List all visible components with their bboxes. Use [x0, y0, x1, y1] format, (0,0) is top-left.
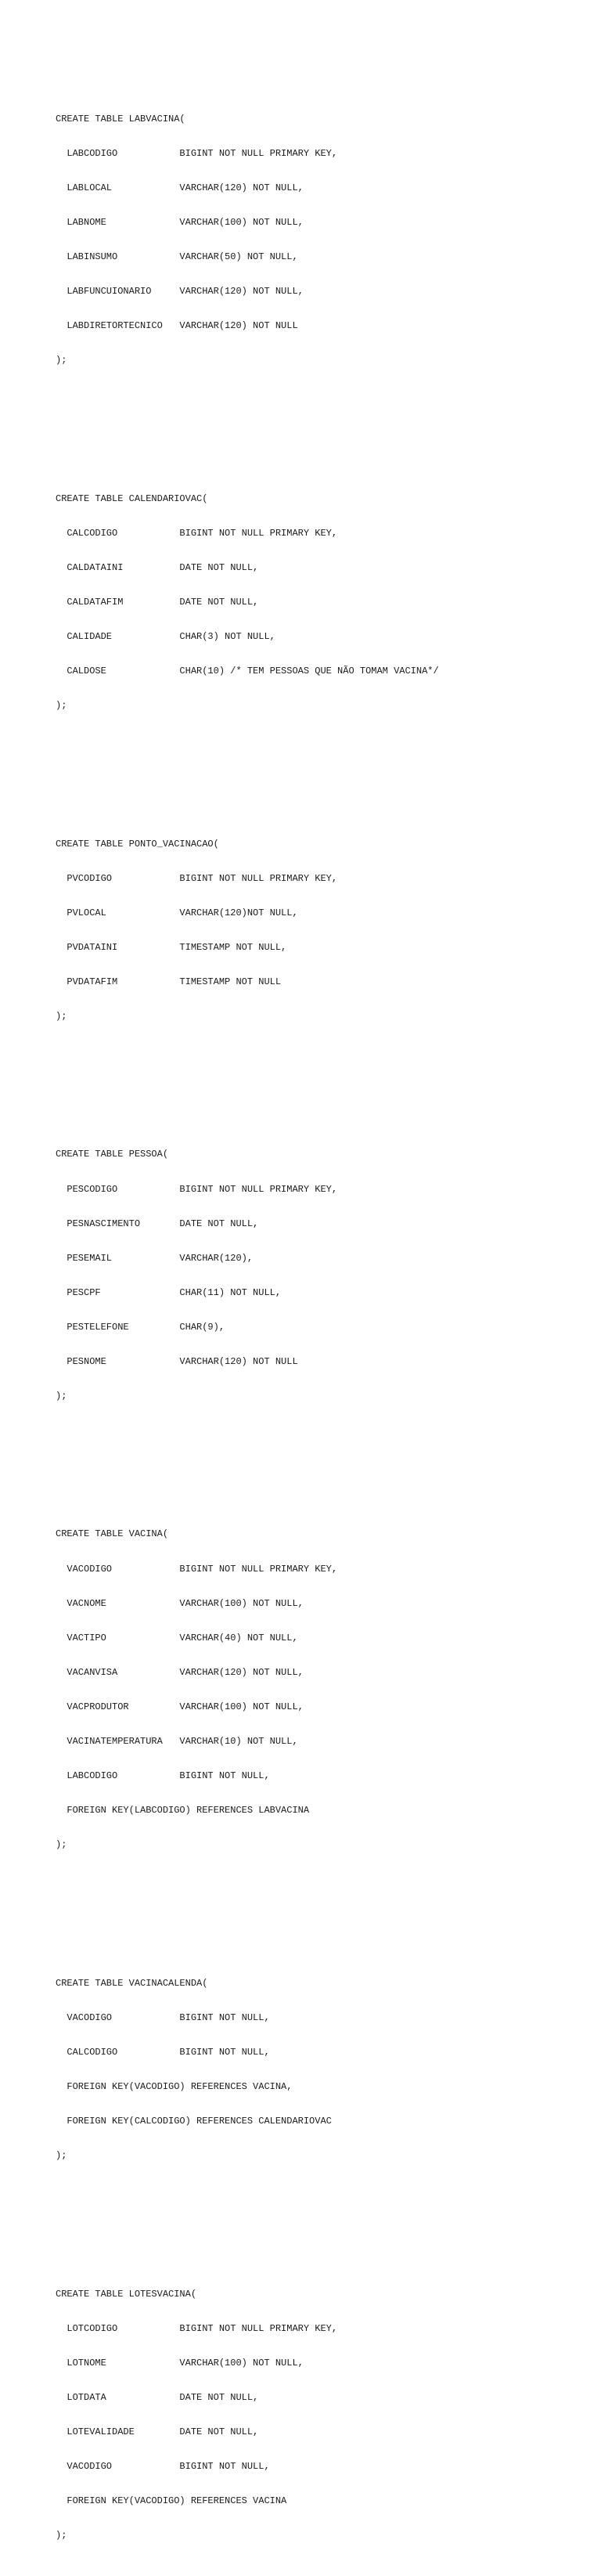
table-definition-ponto-vacinacao: [56, 815, 588, 1045]
code-line: );: [56, 700, 67, 712]
code-line: PESNASCIMENTO DATE NOT NULL,: [56, 1218, 259, 1229]
code-line: VACNOME VARCHAR(100) NOT NULL,: [56, 1597, 304, 1609]
table-definition-lotesvacina: [56, 2265, 588, 2564]
code-line: CALIDADE CHAR(3) NOT NULL,: [56, 630, 275, 642]
code-line: FOREIGN KEY(LABCODIGO) REFERENCES LABVACINA: [56, 1805, 310, 1817]
code-line: PESCODIGO BIGINT NOT NULL PRIMARY KEY,: [56, 1183, 338, 1195]
code-line: );: [56, 2150, 67, 2162]
code-line: LOTEVALIDADE DATE NOT NULL,: [56, 2426, 259, 2437]
code-line: CREATE TABLE CALENDARIOVAC(: [56, 492, 208, 504]
code-line: LOTDATA DATE NOT NULL,: [56, 2391, 259, 2403]
code-line: );: [56, 1839, 67, 1851]
code-line: PESNOME VARCHAR(120) NOT NULL: [56, 1355, 298, 1367]
blank-line: [56, 1449, 588, 1460]
table-definition-calendariovac: [56, 470, 588, 734]
code-line: );: [56, 1391, 67, 1402]
code-line: PESEMAIL VARCHAR(120),: [56, 1252, 254, 1264]
code-line: LABLOCAL VARCHAR(120) NOT NULL,: [56, 182, 304, 193]
sql-document: [56, 56, 588, 2576]
code-line: CALCODIGO BIGINT NOT NULL,: [56, 2046, 270, 2058]
blank-line: [56, 1897, 588, 1909]
code-line: );: [56, 2530, 67, 2542]
code-line: CREATE TABLE LOTESVACINA(: [56, 2288, 197, 2300]
code-line: LABCODIGO BIGINT NOT NULL PRIMARY KEY,: [56, 147, 338, 159]
code-line: LABNOME VARCHAR(100) NOT NULL,: [56, 216, 304, 228]
code-line: VACANVISA VARCHAR(120) NOT NULL,: [56, 1666, 304, 1678]
code-line: CREATE TABLE VACINACALENDA(: [56, 1977, 208, 1989]
table-definition-vacinacalenda: [56, 1954, 588, 2185]
code-line: PESCPF CHAR(11) NOT NULL,: [56, 1286, 282, 1298]
blank-line: [56, 413, 588, 424]
code-line: VACPRODUTOR VARCHAR(100) NOT NULL,: [56, 1701, 304, 1712]
code-line: FOREIGN KEY(VACODIGO) REFERENCES VACINA: [56, 2495, 287, 2507]
code-line: FOREIGN KEY(VACODIGO) REFERENCES VACINA,: [56, 2081, 293, 2093]
code-line: PVDATAFIM TIMESTAMP NOT NULL: [56, 976, 282, 987]
code-line: PVDATAINI TIMESTAMP NOT NULL,: [56, 941, 287, 953]
code-line: LABINSUMO VARCHAR(50) NOT NULL,: [56, 251, 298, 262]
table-definition-pessoa: [56, 1126, 588, 1425]
code-line: FOREIGN KEY(CALCODIGO) REFERENCES CALENDARIOVAC: [56, 2116, 332, 2127]
code-line: CREATE TABLE PESSOA(: [56, 1149, 169, 1160]
code-line: VACTIPO VARCHAR(40) NOT NULL,: [56, 1632, 298, 1643]
blank-line: [56, 758, 588, 770]
code-line: CREATE TABLE LABVACINA(: [56, 113, 185, 124]
code-line: );: [56, 1011, 67, 1023]
code-line: VACODIGO BIGINT NOT NULL,: [56, 2011, 270, 2023]
blank-line: [56, 1069, 588, 1081]
code-line: CREATE TABLE PONTO_VACINACAO(: [56, 838, 219, 850]
code-line: LABFUNCUIONARIO VARCHAR(120) NOT NULL,: [56, 285, 304, 297]
code-line: );: [56, 355, 67, 366]
code-line: CREATE TABLE VACINA(: [56, 1528, 169, 1540]
blank-line: [56, 2208, 588, 2220]
code-line: LABDIRETORTECNICO VARCHAR(120) NOT NULL: [56, 320, 298, 332]
code-line: PVLOCAL VARCHAR(120)NOT NULL,: [56, 907, 298, 918]
table-definition-labvacina: [56, 90, 588, 389]
code-line: CALDOSE CHAR(10) /* TEM PESSOAS QUE NÃO TOMAM VACINA*/: [56, 666, 439, 677]
code-line: CALCODIGO BIGINT NOT NULL PRIMARY KEY,: [56, 527, 338, 539]
code-line: LABCODIGO BIGINT NOT NULL,: [56, 1770, 270, 1782]
code-line: LOTNOME VARCHAR(100) NOT NULL,: [56, 2357, 304, 2369]
table-definition-vacina: [56, 1506, 588, 1874]
code-line: VACINATEMPERATURA VARCHAR(10) NOT NULL,: [56, 1736, 298, 1748]
code-line: VACODIGO BIGINT NOT NULL,: [56, 2461, 270, 2473]
code-line: VACODIGO BIGINT NOT NULL PRIMARY KEY,: [56, 1563, 338, 1575]
code-line: PESTELEFONE CHAR(9),: [56, 1321, 225, 1333]
code-line: CALDATAFIM DATE NOT NULL,: [56, 596, 259, 608]
code-line: CALDATAINI DATE NOT NULL,: [56, 561, 259, 573]
code-line: LOTCODIGO BIGINT NOT NULL PRIMARY KEY,: [56, 2322, 338, 2334]
code-line: PVCODIGO BIGINT NOT NULL PRIMARY KEY,: [56, 872, 338, 884]
